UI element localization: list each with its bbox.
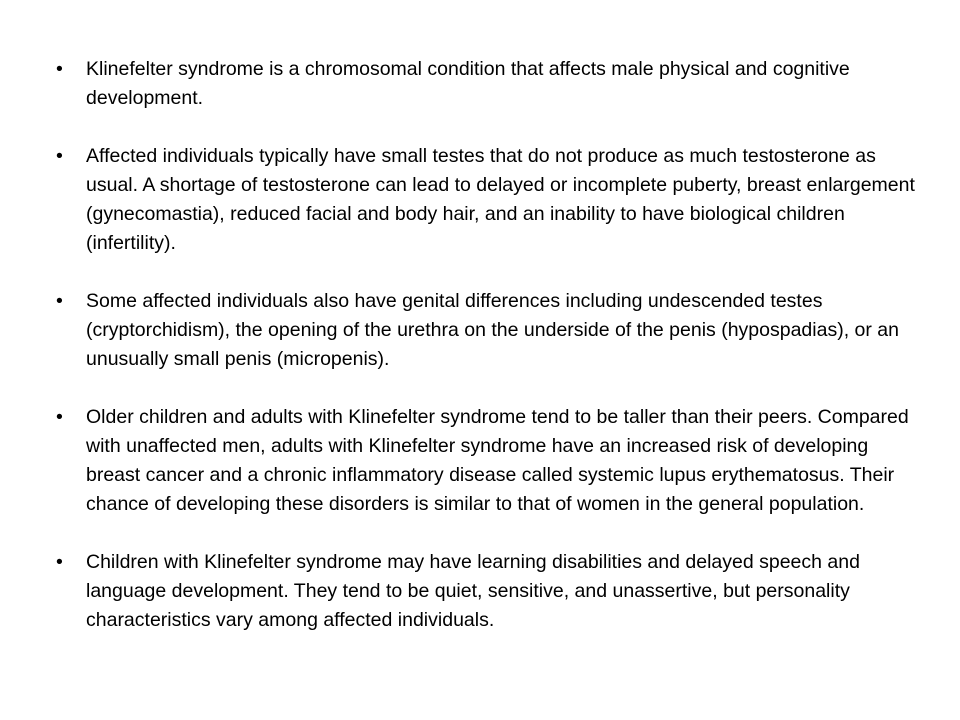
bullet-marker: • [56,290,63,312]
bullet-list [56,55,916,664]
bullet-text: Klinefelter syndrome is a chromosomal condition that affects male physical and cognitive development. [86,58,850,109]
bullet-item [56,287,916,374]
bullet-item [56,142,916,258]
bullet-item [56,548,916,635]
bullet-marker: • [56,145,63,167]
bullet-marker: • [56,58,63,80]
bullet-item [56,403,916,519]
bullet-text: Some affected individuals also have genital differences including undescended testes (cryptorchidism), the opening of the urethra on the underside of the penis (hypospadias), or an unusually small penis (micropenis). [86,290,899,370]
bullet-text: Children with Klinefelter syndrome may have learning disabilities and delayed speech and language development. They tend to be quiet, sensitive, and unassertive, but personality characteristics vary among affected individuals. [86,551,860,631]
bullet-text: Older children and adults with Klinefelter syndrome tend to be taller than their peers. Compared with unaffected men, adults with Klinefelter syndrome have an increased risk of developing breast cancer and a chronic inflammatory disease called systemic lupus erythematosus. Their chance of developing these disorders is similar to that of women in the general population. [86,406,909,515]
bullet-item [56,55,916,113]
bullet-marker: • [56,406,63,428]
bullet-text: Affected individuals typically have small testes that do not produce as much testosterone as usual. A shortage of testosterone can lead to delayed or incomplete puberty, breast enlargement (gynecomastia), reduced facial and body hair, and an inability to have biological children (infertility). [86,145,915,254]
bullet-marker: • [56,551,63,573]
